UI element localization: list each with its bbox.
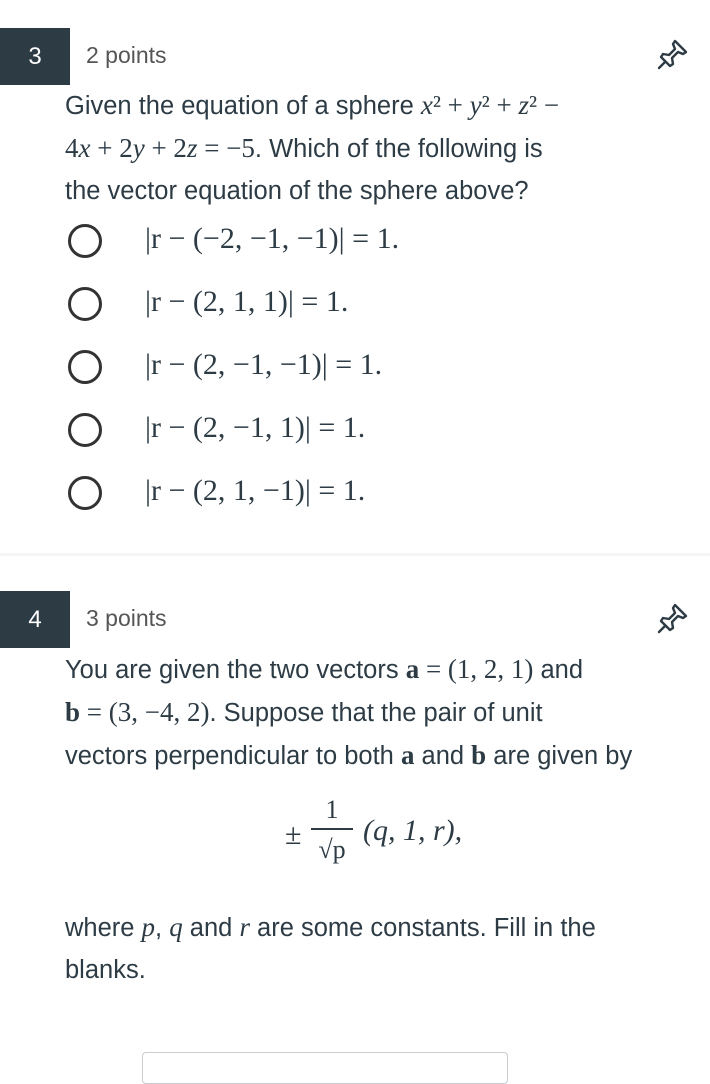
question-number: 3 [0,28,70,85]
question-text-line: and [414,742,472,770]
math-var: z [518,90,529,120]
fraction-numerator: 1 [325,795,339,824]
math-var: x [420,90,433,120]
choice-label: |r − (2, −1, −1)| = 1. [145,348,383,381]
answer-choice-1[interactable] [0,212,710,272]
answer-input[interactable] [142,1052,508,1084]
math-text: = (1, 2, 1) [419,654,534,684]
math-text: ² + [481,90,519,120]
question-text-line: where [65,914,142,942]
math-vector: a [405,654,420,684]
radio-button[interactable] [68,287,102,321]
radio-button[interactable] [68,350,102,384]
question-text-line: are some constants. Fill in the [249,914,596,942]
question-number: 4 [0,591,70,648]
math-var: y [132,133,145,163]
math-text: = −5 [197,133,255,163]
choice-label: |r − (2, 1, −1)| = 1. [145,474,366,507]
answer-choice-2[interactable] [0,275,710,335]
math-text: + 2 [90,133,133,163]
math-var: z [186,133,198,163]
question-4 [0,556,710,1062]
question-text-line: . Which of the following is [254,135,543,163]
vector-tuple: (q, 1, r), [363,814,463,847]
math-var: x [78,133,91,163]
question-text [65,84,688,212]
math-text: 4 [65,133,79,163]
plus-minus-sign: ± [285,818,302,851]
math-text: ² + [432,90,470,120]
fraction [311,794,353,868]
math-var: r [239,912,250,942]
question-text-line: vectors perpendicular to both [65,742,401,770]
math-vector: b [65,697,81,727]
question-text-line: Given the equation of a sphere [65,92,421,120]
question-text-line: You are given the two vectors [65,656,406,684]
math-var: p [141,912,156,942]
pin-icon[interactable] [656,601,690,635]
math-var: q [169,912,183,942]
fraction-bar [311,828,353,830]
question-text-line: , [155,914,170,942]
answer-choice-5[interactable] [0,464,710,524]
question-points: 2 points [86,42,167,68]
choice-label: |r − (2, 1, 1)| = 1. [145,285,349,318]
question-text-line: . Suppose that the pair of unit [209,699,543,727]
question-text-line: and [182,914,240,942]
pin-icon[interactable] [656,37,690,71]
radio-button[interactable] [68,413,102,447]
math-var: y [469,90,482,120]
question-text-line: the vector equation of the sphere above? [65,177,529,205]
question-text-line: are given by [486,742,633,770]
unit-vector-formula [285,794,545,874]
math-text: = (3, −4, 2) [80,697,210,727]
question-points: 3 points [86,605,167,631]
question-text [65,648,688,777]
math-text: + 2 [144,133,187,163]
answer-choice-3[interactable] [0,338,710,398]
question-text-line: blanks. [65,956,146,984]
question-instructions [65,906,688,991]
radio-button[interactable] [68,224,102,258]
choice-label: |r − (2, −1, 1)| = 1. [145,411,366,444]
math-text: ² − [528,90,560,120]
fraction-denominator: √p [318,835,346,864]
radio-button[interactable] [68,476,102,510]
math-vector: b [471,740,487,770]
math-vector: a [400,740,415,770]
choice-label: |r − (−2, −1, −1)| = 1. [145,222,400,255]
question-text-line: and [533,656,584,684]
answer-choice-4[interactable] [0,401,710,461]
